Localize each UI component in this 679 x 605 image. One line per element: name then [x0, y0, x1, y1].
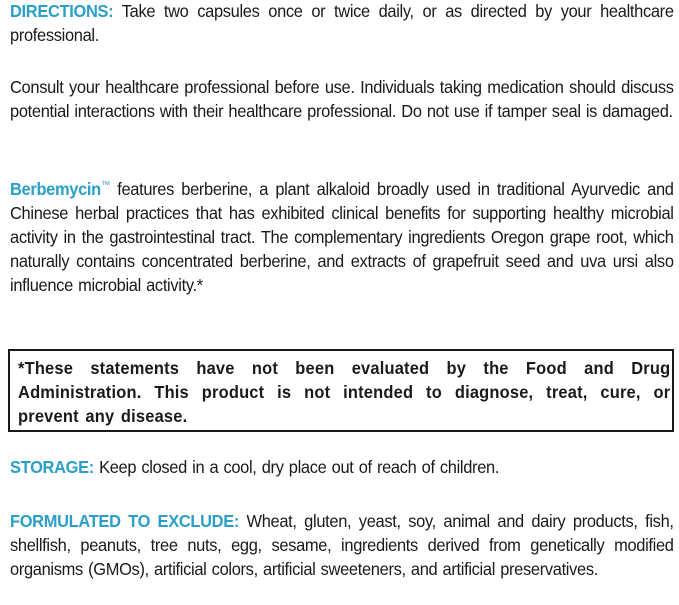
trademark-symbol: ™ [100, 180, 110, 192]
description-paragraph [10, 177, 674, 297]
storage-paragraph [10, 455, 674, 479]
fda-disclaimer-box [8, 349, 674, 432]
consult-paragraph [10, 75, 674, 123]
fda-disclaimer-text: *These statements have not been evaluated by the Food and Drug Administration. This product is not intended to diagnose, treat, cure, or prevent any disease. [18, 358, 671, 426]
directions-paragraph [10, 0, 674, 47]
exclusions-paragraph [10, 509, 674, 581]
brand-name: Berbemycin [10, 179, 101, 199]
directions-label: DIRECTIONS: [10, 1, 114, 21]
exclusions-text: Wheat, gluten, yeast, soy, animal and dairy products, fish, shellfish, peanuts, tree nuts, egg, sesame, ingredients derived from genetically modified organisms (GMOs), artificial colors, artificial sweeteners, and artificial preservatives. [10, 511, 674, 579]
description-text: features berberine, a plant alkaloid broadly used in traditional Ayurvedic and Chinese herbal practices that has exhibited clinical benefits for supporting healthy microbial activity in the gastrointestinal tract. The complementary ingredients Oregon grape root, which naturally contains concentrated berberine, and extracts of grapefruit seed and uva ursi also influence microbial activity.* [10, 179, 674, 295]
consult-text: Consult your healthcare professional before use. Individuals taking medication should discuss potential interactions with their healthcare professional. Do not use if tamper seal is damaged. [10, 77, 674, 121]
storage-label: STORAGE: [10, 457, 94, 477]
exclusions-label: FORMULATED TO EXCLUDE: [10, 511, 240, 531]
storage-text: Keep closed in a cool, dry place out of reach of children. [93, 457, 500, 477]
directions-text: Take two capsules once or twice daily, or as directed by your healthcare professional. [10, 1, 674, 45]
